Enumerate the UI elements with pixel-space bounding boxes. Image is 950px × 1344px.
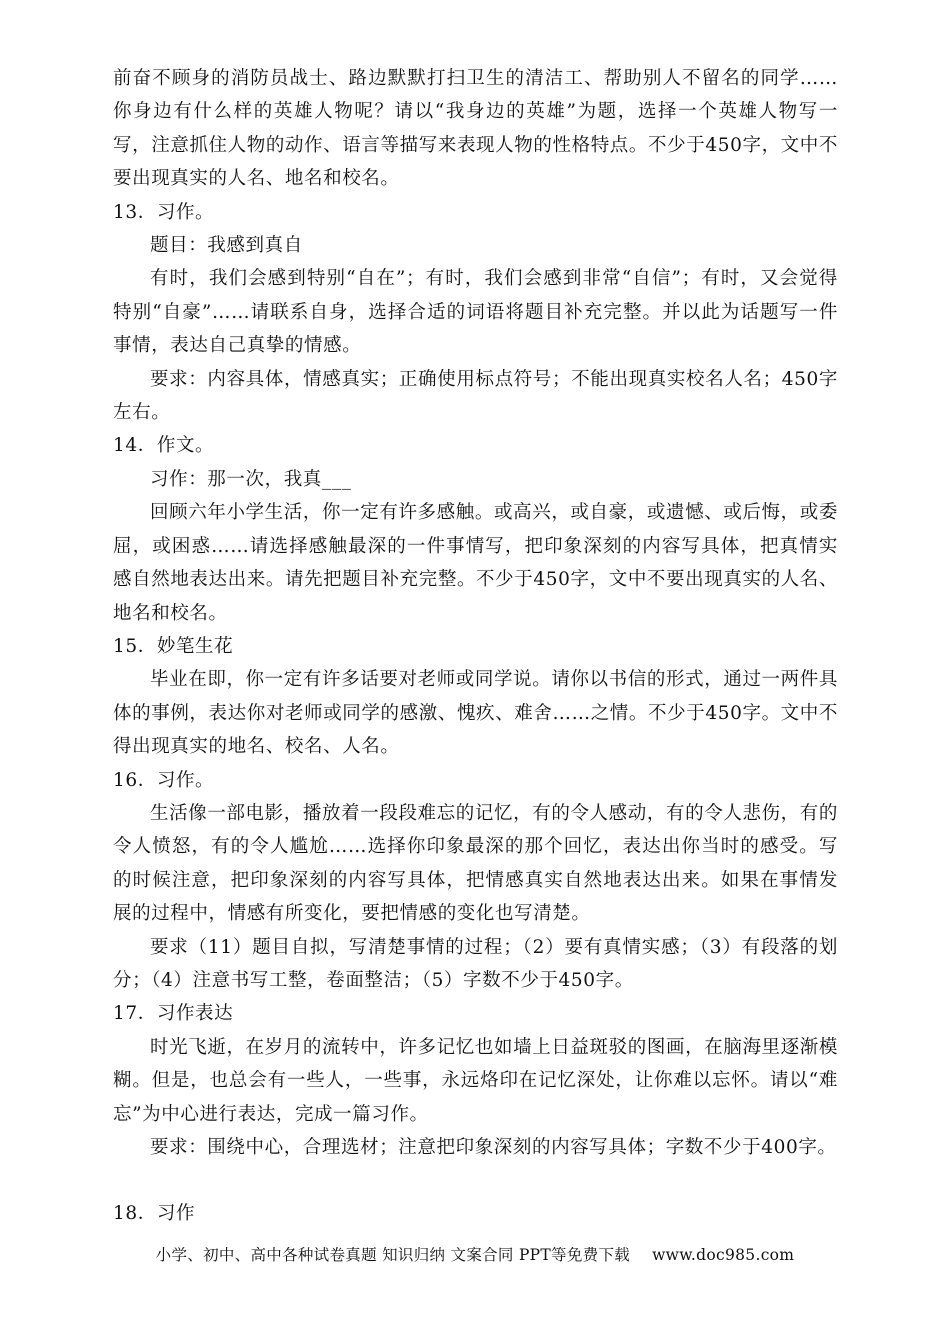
question-heading: 18．习作 — [113, 1203, 196, 1225]
question-heading: 13．习作。 — [113, 201, 215, 223]
document-body — [113, 62, 838, 1231]
question-heading: 14．作文。 — [113, 435, 215, 457]
question-heading: 17．习作表达 — [113, 1003, 234, 1025]
question-heading: 15．妙笔生花 — [113, 635, 234, 657]
paragraph: 前奋不顾身的消防员战士、路边默默打扫卫生的清洁工、帮助别人不留名的同学……你身边有什么样的英雄人物呢？请以“我身边的英雄”为题，选择一个英雄人物写一写，注意抓住人物的动作、语言等描写来表现人物的性格特点。不少于450字，文中不要出现真实的人名、地名和校名。 — [113, 68, 838, 190]
paragraph: 时光飞逝，在岁月的流转中，许多记忆也如墙上日益斑驳的图画，在脑海里逐渐模糊。但是，也总会有一些人，一些事，永远烙印在记忆深处，让你难以忘怀。请以“难忘”为中心进行表达，完成一篇习作。 — [113, 1036, 838, 1125]
paragraph: 习作：那一次，我真___ — [150, 468, 352, 490]
footer-url: www.doc985.com — [652, 1246, 795, 1264]
page-footer — [0, 1243, 950, 1265]
question-heading: 16．习作。 — [113, 769, 215, 791]
paragraph: 要求：内容具体，情感真实；正确使用标点符号；不能出现真实校名人名；450字左右。 — [113, 368, 838, 424]
paragraph: 毕业在即，你一定有许多话要对老师或同学说。请你以书信的形式，通过一两件具体的事例，表达你对老师或同学的感激、愧疚、难舍……之情。不少于450字。文中不得出现真实的地名、校名、人名。 — [113, 669, 838, 758]
paragraph: 回顾六年小学生活，你一定有许多感触。或高兴，或自豪，或遗憾、或后悔，或委屈，或困惑……请选择感触最深的一件事情写，把印象深刻的内容写具体，把真情实感自然地表达出来。请先把题目补充完整。不少于450字，文中不要出现真实的人名、地名和校名。 — [113, 502, 838, 624]
paragraph: 生活像一部电影，播放着一段段难忘的记忆，有的令人感动，有的令人悲伤，有的令人愤怒，有的令人尴尬……选择你印象最深的那个回忆，表达出你当时的感受。写的时候注意，把印象深刻的内容写具体，把情感真实自然地表达出来。如果在事情发展的过程中，情感有所变化，要把情感的变化也写清楚。 — [113, 802, 838, 925]
paragraph: 题目：我感到真自 — [150, 235, 303, 257]
paragraph: 要求（11）题目自拟，写清楚事情的过程；（2）要有真情实感；（3）有段落的划分；（4）注意书写工整，卷面整洁；（5）字数不少于450字。 — [113, 936, 838, 991]
paragraph: 有时，我们会感到特别“自在”；有时，我们会感到非常“自信”；有时，又会觉得特别“自豪”……请联系自身，选择合适的词语将题目补充完整。并以此为话题写一件事情，表达自己真挚的情感。 — [113, 268, 838, 357]
paragraph: 要求：围绕中心，合理选材；注意把印象深刻的内容写具体；字数不少于400字。 — [150, 1137, 837, 1158]
footer-text: 小学、初中、高中各种试卷真题 知识归纳 文案合同 PPT等免费下载 — [155, 1246, 631, 1264]
